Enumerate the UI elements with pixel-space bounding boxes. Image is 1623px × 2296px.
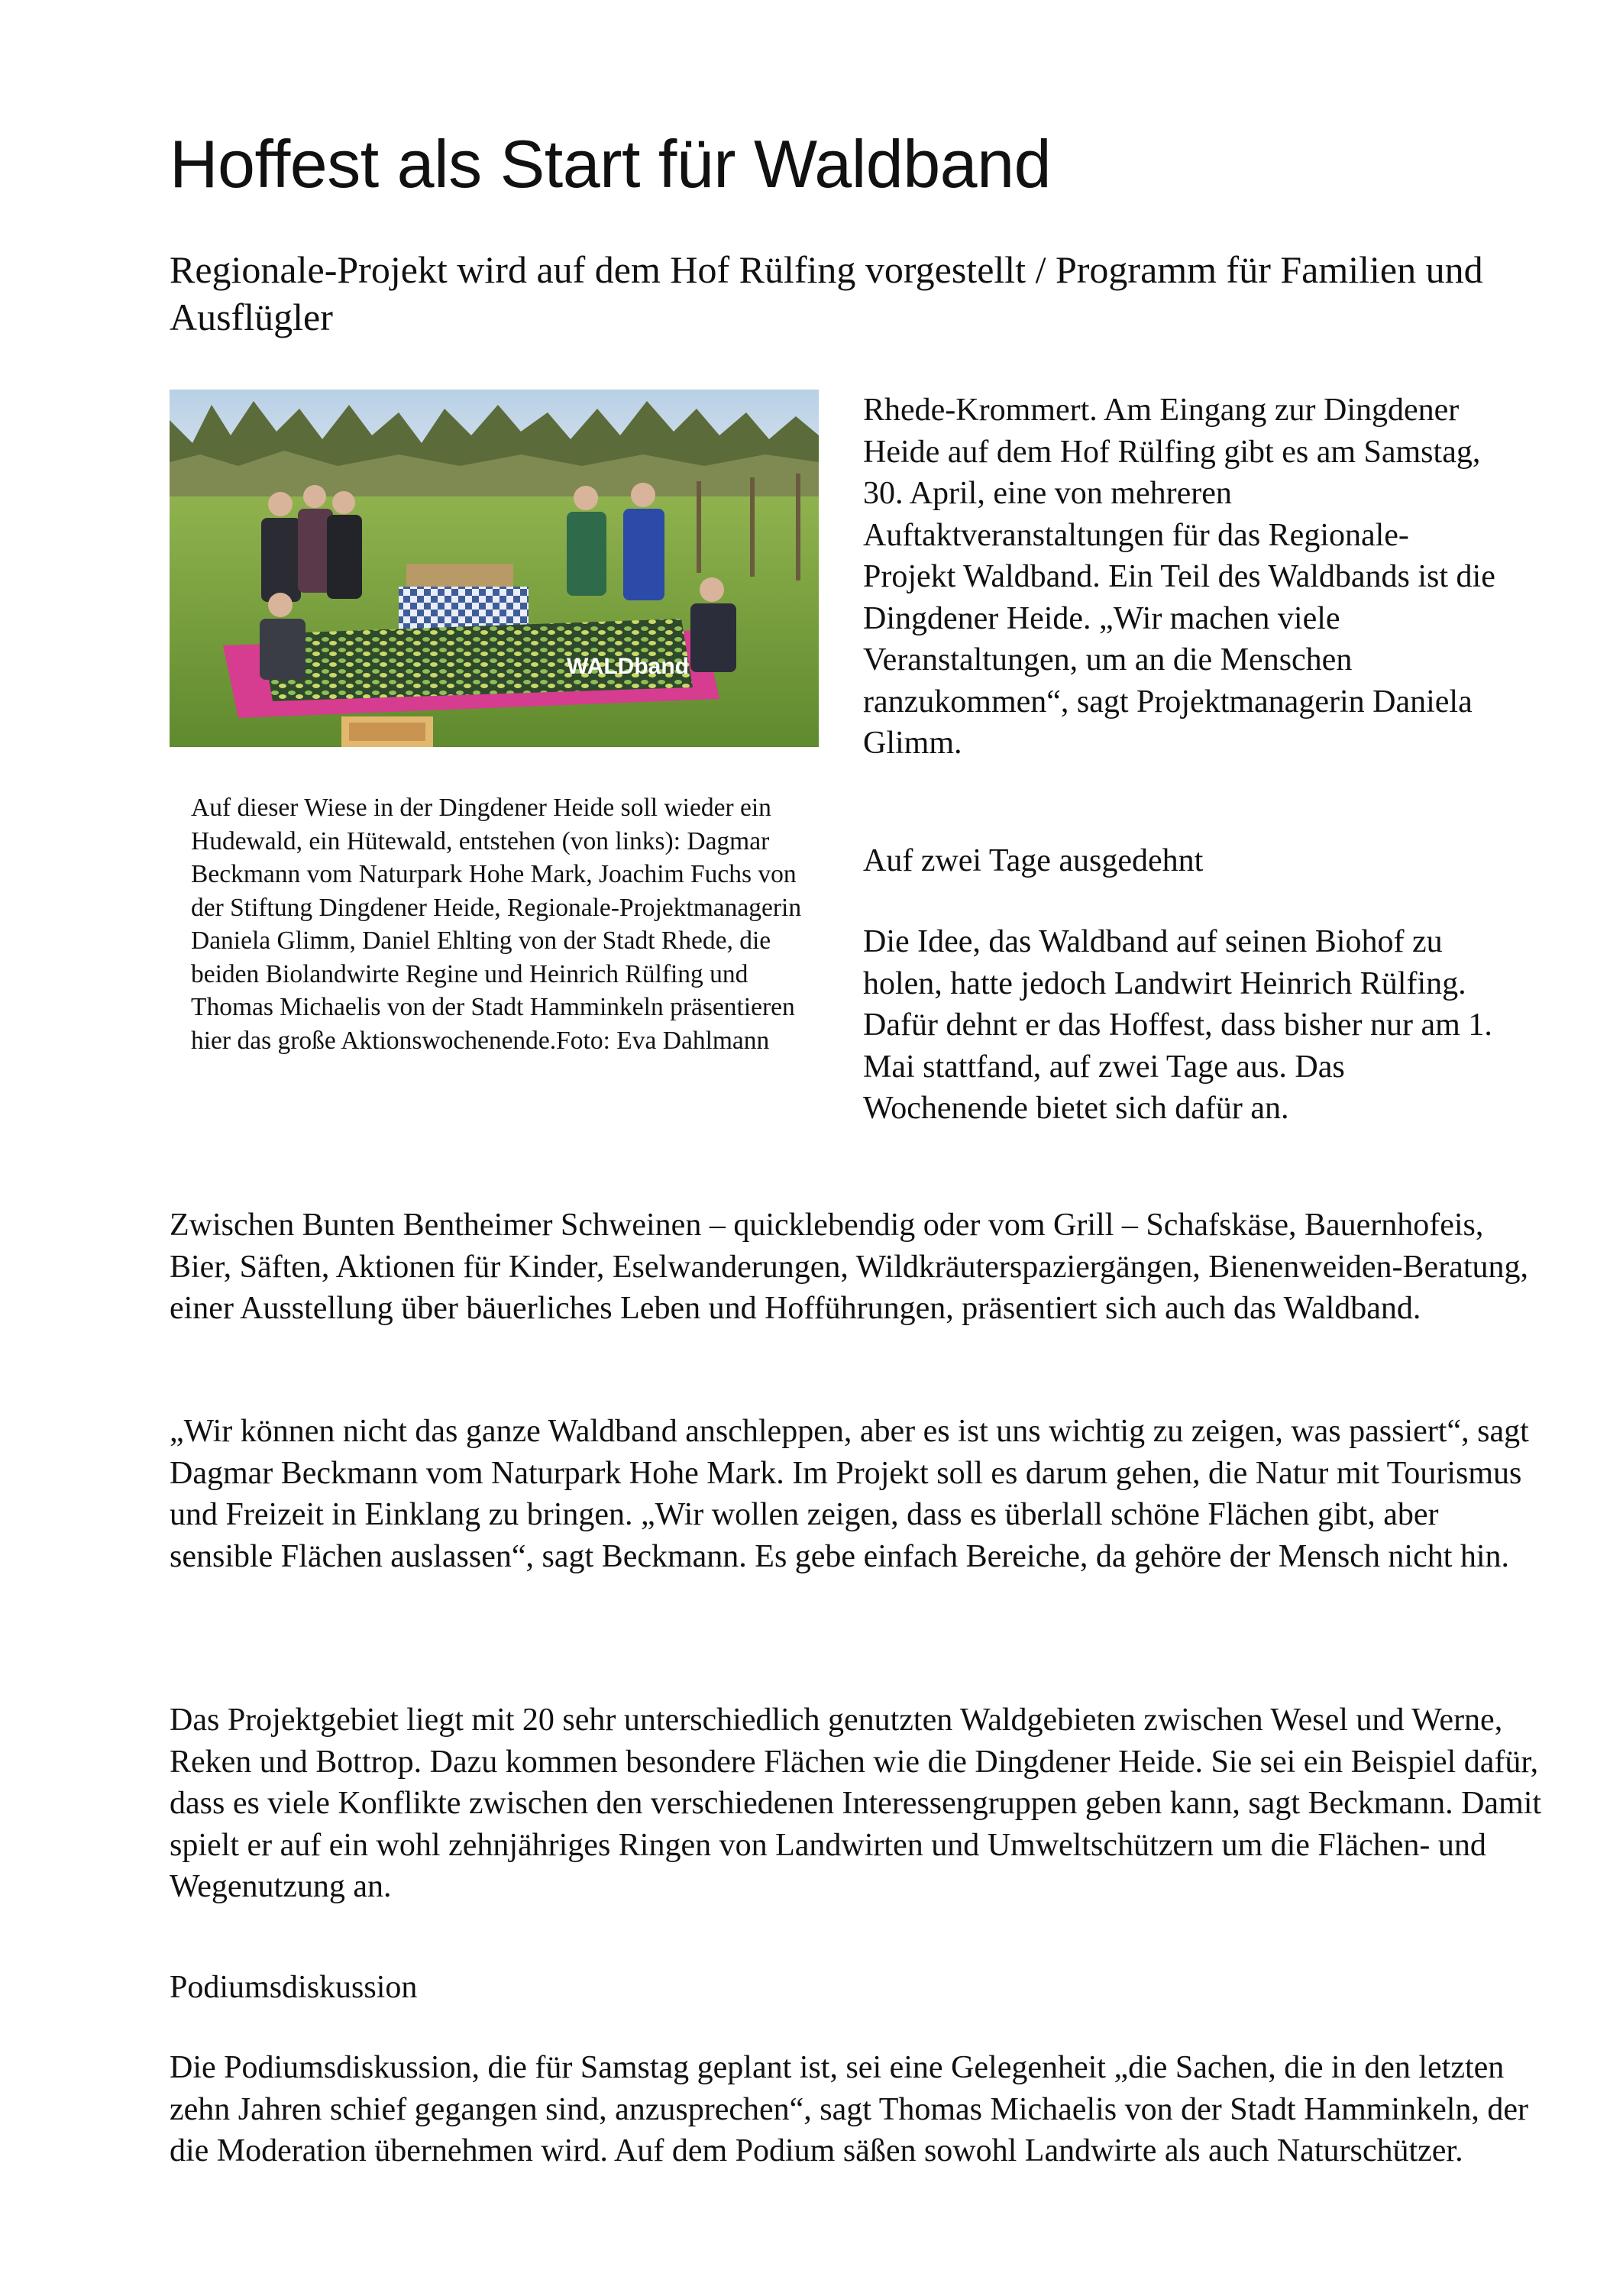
banner-text: WALDband [567,654,689,679]
subhead-zwei-tage: Auf zwei Tage ausgedehnt [863,843,1204,878]
subheadline: Regionale-Projekt wird auf dem Hof Rülfing vorgestellt / Programm für Familien und Ausflügler [170,248,1483,338]
paragraph-podium: Die Podiumsdiskussion, die für Samstag geplant ist, sei eine Gelegenheit „die Sachen, die in den letzten zehn Jahren schief gegangen sind, anzusprechen“, sagt Thomas Michaelis von der Stadt Hamminkeln, der die Moderation übernehmen wird. Auf dem Podium säßen sowohl Landwirte als auch Naturschützer. [170,2050,1529,2168]
photo-illustration [170,390,819,747]
subhead-podiumsdiskussion: Podiumsdiskussion [170,1970,418,2005]
headline: Hoffest als Start für Waldband [170,126,1052,202]
paragraph-idee: Die Idee, das Waldband auf seinen Biohof zu holen, hatte jedoch Landwirt Heinrich Rülfing. Dafür dehnt er das Hoffest, dass bisher nur am 1. Mai stattfand, auf zwei Tage aus. Das Wochenende bietet sich dafür an. [863,924,1492,1126]
paragraph-beckmann-quote: „Wir können nicht das ganze Waldband anschleppen, aber es ist uns wichtig zu zeigen, was passiert“, sagt Dagmar Beckmann vom Naturpark Hohe Mark. Im Projekt soll es darum gehen, die Natur mit Tourismus und Freizeit in Einklang zu bringen. „Wir wollen zeigen, dass es überlall schöne Flächen gibt, aber sensible Flächen auslassen“, sagt Beckmann. Es gebe einfach Bereiche, da gehöre der Mensch nicht hin. [170,1414,1529,1574]
lead-paragraph: Rhede-Krommert. Am Eingang zur Dingdener Heide auf dem Hof Rülfing gibt es am Samstag, 30. April, eine von mehreren Auftaktveranstaltungen für das Regionale-Projekt Waldband. Ein Teil des Waldbands ist die Dingdener Heide. „Wir machen viele Veranstaltungen, um an die Menschen ranzukommen“, sagt Projektmanagerin Daniela Glimm. [863,393,1495,761]
photo-caption: Auf dieser Wiese in der Dingdener Heide soll wieder ein Hudewald, ein Hütewald, entstehen (von links): Dagmar Beckmann vom Naturpark Hohe Mark, Joachim Fuchs von der Stiftung Dingdener Heide, Regionale-Projektmanagerin Daniela Glimm, Daniel Ehlting von der Stadt Rhede, die beiden Biolandwirte Regine und Heinrich Rülfing und Thomas Michaelis von der Stadt Hamminkeln präsentieren hier das große Aktionswochenende.Foto: Eva Dahlmann [191,794,802,1055]
paragraph-programm: Zwischen Bunten Bentheimer Schweinen – quicklebendig oder vom Grill – Schafskäse, Bauernhofeis, Bier, Säften, Aktionen für Kinder, Eselwanderungen, Wildkräuterspaziergängen, Bienenweiden-Beratung, einer Ausstellung über bäuerliches Leben und Hofführungen, präsentiert sich auch das Waldband. [170,1208,1528,1326]
paragraph-projektgebiet: Das Projektgebiet liegt mit 20 sehr unterschiedlich genutzten Waldgebieten zwischen Wesel und Werne, Reken und Bottrop. Dazu kommen besondere Flächen wie die Dingdener Heide. Sie sei ein Beispiel dafür, dass es viele Konflikte zwischen den verschiedenen Interessengruppen geben kann, sagt Beckmann. Damit spielt er auf ein wohl zehnjähriges Ringen von Landwirten und Umweltschützern um die Flächen- und Wegenutzung an. [170,1703,1542,1904]
article-photo [170,390,819,747]
